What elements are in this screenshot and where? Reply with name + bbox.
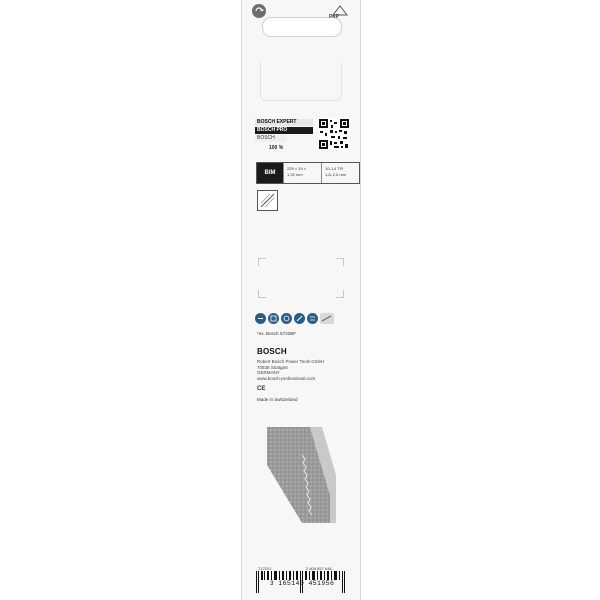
- address-line: GERMANY: [257, 370, 280, 375]
- blade-tpi: 10–14 TPI: [325, 166, 344, 171]
- blade-material: BIM: [257, 163, 283, 183]
- part-number: 2 608 657 648: [306, 566, 332, 571]
- blade-dimensions-line2: 1,25 mm: [287, 172, 303, 177]
- qr-code: [318, 118, 350, 150]
- window-corner-mark: [258, 290, 266, 298]
- blade-dimensions: [283, 163, 321, 183]
- blade-dimensions-line1: 225 × 19 ×: [287, 166, 307, 171]
- blade-tooth-pitch: 1,8–2,6 mm: [325, 172, 347, 177]
- application-icon: [281, 313, 292, 324]
- address-line: www.bosch-professional.com: [257, 375, 316, 381]
- recycle-icon: [252, 4, 266, 18]
- bosch-logo-text: BOSCH: [257, 347, 287, 356]
- saw-blade-image: [262, 425, 342, 525]
- wood-metal-material-icon: [257, 190, 278, 211]
- hanger-tab-outline: [260, 62, 342, 101]
- percent-label: 100 %: [269, 145, 284, 151]
- ce-mark: CE: [257, 386, 266, 392]
- application-icon: [255, 313, 266, 324]
- blade-tooth-spec: [321, 163, 359, 183]
- saw-type-icon: [320, 313, 334, 324]
- pap-label: PAP: [329, 14, 339, 20]
- address-line: 70538 Stuttgart: [257, 364, 288, 370]
- brand-tier-expert: BOSCH EXPERT: [255, 119, 313, 126]
- blade-spec-box: [256, 162, 360, 184]
- brand-tier-list: [255, 119, 315, 143]
- window-corner-mark: [258, 258, 266, 266]
- application-icon: [268, 313, 279, 324]
- country-of-origin: Made in Switzerland: [257, 397, 298, 402]
- window-corner-mark: [336, 290, 344, 298]
- batch-code: 712201: [258, 566, 272, 571]
- footnote: *ex. Bosch S722BF: [257, 331, 297, 336]
- window-corner-mark: [336, 258, 344, 266]
- brand-tier-pro: BOSCH PRO: [255, 127, 313, 134]
- application-icon: [307, 313, 318, 324]
- application-icon: [294, 313, 305, 324]
- barcode-digits: 3 165140 451956: [269, 580, 335, 587]
- address-line: Robert Bosch Power Tools GmbH: [257, 359, 325, 364]
- brand-tier-bosch: BOSCH: [255, 135, 287, 142]
- manufacturer-address: [257, 359, 324, 381]
- blade-application-icons: [255, 313, 334, 324]
